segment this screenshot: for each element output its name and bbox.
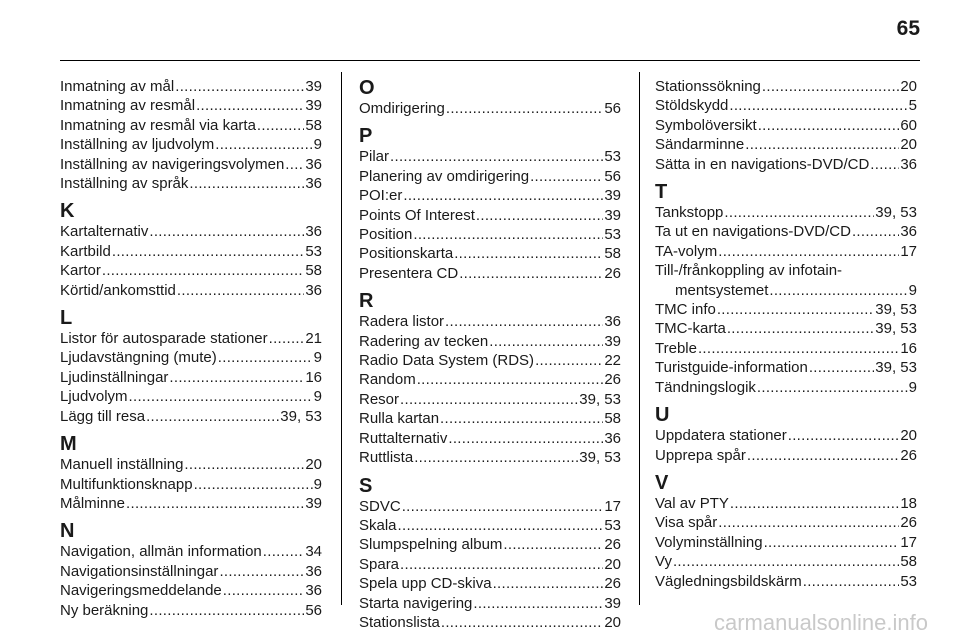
index-entry-term: Resor — [359, 390, 400, 408]
index-entry-page: 36 — [305, 562, 322, 580]
dot-leader — [459, 264, 603, 283]
dot-leader — [196, 96, 304, 115]
index-entry — [655, 552, 917, 571]
index-entry-page: 39 — [305, 78, 322, 95]
index-entry-term: Turistguide-information — [655, 359, 808, 377]
index-entry-page: 9 — [313, 349, 322, 367]
index-entry-term: Navigation, allmän information — [60, 543, 262, 561]
dot-leader — [747, 446, 899, 465]
dot-leader — [146, 407, 279, 426]
index-entry-page: 26 — [900, 446, 917, 464]
index-letter-t: T — [655, 181, 668, 204]
index-letter-r: R — [359, 290, 374, 313]
index-entry-page: 20 — [900, 427, 917, 445]
index-entry — [359, 244, 621, 263]
index-entry-page: 58 — [900, 553, 917, 571]
watermark: carmanualsonline.info — [713, 610, 928, 635]
index-entry — [60, 174, 322, 193]
index-entry — [655, 319, 917, 338]
index-entry-term: SDVC — [359, 497, 401, 515]
dot-leader — [184, 455, 304, 474]
index-entry-term: Points Of Interest — [359, 206, 475, 224]
index-entry — [359, 429, 621, 448]
dot-leader — [809, 358, 874, 377]
dot-leader — [441, 613, 603, 632]
dot-leader — [219, 562, 304, 581]
index-entry-term: Tändningslogik — [655, 378, 756, 396]
index-entry-term: Kartalternativ — [60, 223, 149, 241]
index-entry-term: Random — [359, 371, 416, 389]
index-entry — [359, 497, 621, 516]
index-entry — [60, 329, 322, 348]
index-entry-page: 26 — [604, 371, 621, 389]
index-entry — [60, 455, 322, 474]
index-entry — [655, 135, 917, 154]
dot-leader — [446, 99, 603, 118]
index-entry — [655, 358, 917, 377]
index-entry-page: 9 — [313, 388, 322, 406]
index-entry — [655, 155, 917, 174]
dot-leader — [448, 429, 603, 448]
index-entry-page: 20 — [900, 136, 917, 154]
index-entry — [655, 96, 917, 115]
index-entry-page: 58 — [305, 262, 322, 280]
index-entry — [655, 203, 917, 222]
dot-leader — [403, 186, 603, 205]
dot-leader — [493, 574, 604, 593]
index-entry-page: 56 — [604, 167, 621, 185]
index-entry — [359, 167, 621, 186]
index-entry — [655, 513, 917, 532]
dot-leader — [398, 516, 604, 535]
index-entry-term: Upprepa spår — [655, 446, 746, 464]
header-rule — [60, 60, 920, 61]
index-entry-page: 36 — [305, 155, 322, 173]
index-letter-u: U — [655, 404, 670, 427]
index-entry-page: 36 — [305, 281, 322, 299]
index-entry-page: 17 — [900, 533, 917, 551]
dot-leader — [102, 261, 304, 280]
index-entry-term: Omdirigering — [359, 100, 445, 117]
dot-leader — [413, 225, 603, 244]
index-entry — [359, 409, 621, 428]
dot-leader — [870, 155, 899, 174]
index-entry — [655, 426, 917, 445]
index-entry-page: 53 — [900, 572, 917, 590]
index-entry — [359, 186, 621, 205]
dot-leader — [126, 494, 304, 513]
index-entry-page: 36 — [900, 223, 917, 241]
index-entry — [359, 535, 621, 554]
index-entry-page: 20 — [305, 456, 322, 474]
column-divider-2 — [639, 72, 640, 605]
page-number: 65 — [896, 17, 920, 40]
dot-leader — [440, 409, 603, 428]
dot-leader — [764, 533, 900, 552]
index-entry — [655, 572, 917, 591]
index-entry-page: 53 — [604, 148, 621, 166]
dot-leader — [414, 448, 578, 467]
index-entry — [60, 116, 322, 135]
index-entry — [60, 96, 322, 115]
index-entry-page: 58 — [604, 245, 621, 263]
index-entry — [655, 494, 917, 513]
dot-leader — [149, 601, 304, 620]
index-entry-term: Manuell inställning — [60, 456, 184, 474]
index-entry-term: Visa spår — [655, 514, 718, 532]
index-column-1 — [60, 77, 322, 620]
index-entry-term: Ruttlista — [359, 449, 414, 467]
dot-leader — [263, 542, 305, 561]
dot-leader — [724, 203, 874, 222]
dot-leader — [390, 147, 603, 166]
index-entry — [60, 222, 322, 241]
index-entry-page: 20 — [604, 613, 621, 631]
index-entry — [359, 206, 621, 225]
index-entry-term: Navigationsinställningar — [60, 562, 219, 580]
index-entry — [60, 77, 322, 96]
index-entry-page: 17 — [604, 497, 621, 515]
index-entry-page: 18 — [900, 494, 917, 512]
index-entry-page: 36 — [305, 223, 322, 241]
index-entry-term: Radera listor — [359, 313, 445, 331]
index-letter-o: O — [359, 77, 375, 99]
index-letter-m: M — [60, 433, 77, 456]
dot-leader — [803, 572, 900, 591]
index-entry — [60, 542, 322, 561]
index-letter-l: L — [60, 307, 73, 330]
index-entry — [655, 261, 917, 280]
index-entry-page: 36 — [604, 429, 621, 447]
index-entry-term: TMC-karta — [655, 320, 726, 338]
index-entry-term: Presentera CD — [359, 264, 459, 282]
index-entry — [60, 407, 322, 426]
index-entry — [60, 601, 322, 620]
index-entry — [359, 390, 621, 409]
index-entry — [655, 300, 917, 319]
index-entry-page: 20 — [604, 555, 621, 573]
dot-leader — [788, 426, 900, 445]
index-entry-page: 17 — [900, 242, 917, 260]
index-entry-term: Ny beräkning — [60, 601, 149, 619]
index-entry-term: Pilar — [359, 148, 390, 166]
dot-leader — [758, 116, 900, 135]
index-entry-term: Lägg till resa — [60, 407, 146, 425]
dot-leader — [730, 494, 899, 513]
index-entry-term: Ruttalternativ — [359, 429, 448, 447]
index-entry-term: Vy — [655, 553, 672, 571]
dot-leader — [473, 594, 603, 613]
index-entry-page: 36 — [305, 175, 322, 193]
index-entry-term: Inställning av navigeringsvolymen — [60, 155, 285, 173]
index-entry — [359, 574, 621, 593]
dot-leader — [729, 96, 907, 115]
index-entry-term: Val av PTY — [655, 494, 729, 512]
index-entry-page: 36 — [900, 155, 917, 173]
dot-leader — [417, 370, 604, 389]
dot-leader — [489, 332, 603, 351]
index-entry-term: Positionskarta — [359, 245, 454, 263]
index-entry — [359, 312, 621, 331]
index-entry-page: 53 — [305, 242, 322, 260]
index-entry-term: Rulla kartan — [359, 410, 440, 428]
index-entry-page: 39 — [604, 206, 621, 224]
index-entry — [655, 533, 917, 552]
dot-leader — [223, 581, 305, 600]
index-entry-term: Inmatning av resmål — [60, 97, 196, 115]
index-entry-page: 56 — [305, 601, 322, 619]
index-entry-term: Treble — [655, 339, 697, 357]
dot-leader — [454, 244, 603, 263]
index-entry — [359, 555, 621, 574]
index-entry-term: Listor för autosparade stationer — [60, 330, 268, 348]
index-entry — [60, 562, 322, 581]
dot-leader — [762, 77, 899, 96]
index-entry — [60, 155, 322, 174]
index-entry-page: 39 — [604, 187, 621, 205]
index-letter-n: N — [60, 520, 75, 543]
index-entry-page: 21 — [305, 330, 322, 348]
index-entry-page: 9 — [313, 136, 322, 154]
dot-leader — [769, 281, 907, 300]
index-entry-term: Planering av omdirigering — [359, 167, 530, 185]
index-entry-term: Multifunktionsknapp — [60, 475, 193, 493]
index-entry — [359, 448, 621, 467]
dot-leader — [718, 242, 899, 261]
index-entry-term: Ljudinställningar — [60, 368, 169, 386]
index-entry-term: Stöldskydd — [655, 97, 729, 115]
index-entry-term: Volyminställning — [655, 533, 763, 551]
dot-leader — [189, 174, 304, 193]
index-entry-term: Stationslista — [359, 613, 440, 631]
index-entry-page: 39, 53 — [280, 407, 322, 425]
index-entry-page: 39, 53 — [875, 204, 917, 222]
index-entry-page: 39, 53 — [875, 320, 917, 338]
index-entry — [655, 77, 917, 96]
index-entry-page: 36 — [604, 313, 621, 331]
index-entry-page: 53 — [604, 516, 621, 534]
index-entry — [655, 446, 917, 465]
index-entry-page: 39, 53 — [875, 359, 917, 377]
index-entry — [60, 475, 322, 494]
index-entry — [655, 222, 917, 241]
index-entry-term: POI:er — [359, 187, 403, 205]
dot-leader — [112, 242, 304, 261]
index-entry-page: 9 — [908, 378, 917, 396]
dot-leader — [757, 378, 908, 397]
dot-leader — [530, 167, 603, 186]
dot-leader — [745, 135, 899, 154]
dot-leader — [698, 339, 899, 358]
dot-leader — [400, 390, 578, 409]
index-entry-page: 53 — [604, 226, 621, 244]
index-letter-p: P — [359, 125, 373, 148]
index-entry-page: 39 — [604, 332, 621, 350]
index-entry-term: Symbolöversikt — [655, 116, 757, 134]
index-entry-page: 58 — [305, 116, 322, 134]
index-entry-page: 9 — [313, 475, 322, 493]
index-entry-term: Vägledningsbildskärm — [655, 572, 802, 590]
index-entry-term: Position — [359, 226, 413, 244]
index-entry-page: 58 — [604, 410, 621, 428]
index-entry-term: Kartor — [60, 262, 101, 280]
index-letter-k: K — [60, 200, 75, 223]
index-entry — [655, 242, 917, 261]
dot-leader — [169, 368, 304, 387]
index-entry-page: 26 — [604, 264, 621, 282]
dot-leader — [727, 319, 874, 338]
index-entry-page: 60 — [900, 116, 917, 134]
index-entry-term: Spela upp CD-skiva — [359, 575, 492, 593]
index-entry-term: TMC info — [655, 301, 716, 319]
index-entry — [359, 370, 621, 389]
index-entry-term: Sätta in en navigations-DVD/CD — [655, 155, 870, 173]
index-entry-term: Navigeringsmeddelande — [60, 582, 222, 600]
index-entry-term: Inställning av ljudvolym — [60, 136, 215, 154]
index-entry-page: 39, 53 — [579, 449, 621, 467]
index-entry-term: Starta navigering — [359, 594, 473, 612]
index-entry — [60, 242, 322, 261]
dot-leader — [400, 555, 603, 574]
index-entry-page: 39 — [305, 494, 322, 512]
index-entry — [60, 348, 322, 367]
dot-leader — [285, 155, 304, 174]
index-entry-page: 26 — [900, 514, 917, 532]
dot-leader — [215, 135, 312, 154]
index-entry-term: Uppdatera stationer — [655, 427, 787, 445]
dot-leader — [673, 552, 899, 571]
index-entry — [359, 147, 621, 166]
index-entry — [359, 332, 621, 351]
dot-leader — [269, 329, 305, 348]
dot-leader — [718, 513, 899, 532]
dot-leader — [177, 281, 304, 300]
index-entry-term: Radio Data System (RDS) — [359, 352, 535, 370]
index-entry — [655, 281, 917, 300]
index-entry-page: 16 — [305, 368, 322, 386]
index-entry-term: Inställning av språk — [60, 175, 189, 193]
column-divider-1 — [341, 72, 342, 605]
dot-leader — [535, 351, 603, 370]
index-entry-page: 5 — [908, 97, 917, 115]
index-entry-page: 39 — [305, 97, 322, 115]
index-entry — [655, 378, 917, 397]
dot-leader — [218, 348, 313, 367]
index-entry — [655, 339, 917, 358]
index-entry-term: Kartbild — [60, 242, 111, 260]
index-entry-term: Sändarminne — [655, 136, 745, 154]
dot-leader — [149, 222, 304, 241]
index-entry-page: 26 — [604, 575, 621, 593]
index-entry — [60, 368, 322, 387]
index-entry-page: 34 — [305, 543, 322, 561]
index-entry-page: 26 — [604, 536, 621, 554]
index-entry — [359, 516, 621, 535]
index-entry — [359, 594, 621, 613]
dot-leader — [445, 312, 603, 331]
index-column-3 — [655, 77, 917, 591]
index-entry-page: 56 — [604, 100, 621, 117]
index-entry — [359, 99, 621, 118]
index-entry-page: 22 — [604, 352, 621, 370]
dot-leader — [194, 475, 313, 494]
index-entry-term: TA-volym — [655, 242, 718, 260]
index-entry-term: Inmatning av mål — [60, 78, 175, 95]
index-entry-term: Till-/frånkoppling av infotain- — [655, 262, 843, 280]
index-entry — [359, 264, 621, 283]
index-entry-term: Ta ut en navigations-DVD/CD — [655, 223, 851, 241]
index-entry-page: 20 — [900, 78, 917, 95]
index-entry — [60, 581, 322, 600]
dot-leader — [257, 116, 304, 135]
index-entry-page: 36 — [305, 582, 322, 600]
dot-leader — [129, 387, 313, 406]
index-entry-term: mentsystemet — [675, 281, 769, 299]
dot-leader — [503, 535, 603, 554]
dot-leader — [476, 206, 603, 225]
index-entry — [60, 494, 322, 513]
index-entry-term: Spara — [359, 555, 400, 573]
index-entry — [655, 116, 917, 135]
index-entry-term: Tankstopp — [655, 204, 724, 222]
dot-leader — [717, 300, 874, 319]
dot-leader — [852, 222, 899, 241]
index-entry-term: Målminne — [60, 494, 126, 512]
index-entry-term: Skala — [359, 516, 397, 534]
index-entry — [60, 135, 322, 154]
index-entry — [60, 281, 322, 300]
index-letter-s: S — [359, 474, 373, 497]
index-entry-term: Stationssökning — [655, 78, 761, 95]
index-entry-term: Körtid/ankomsttid — [60, 281, 176, 299]
index-entry-term: Inmatning av resmål via karta — [60, 116, 256, 134]
index-entry — [60, 261, 322, 280]
index-entry-page: 16 — [900, 339, 917, 357]
index-entry-page: 39, 53 — [579, 390, 621, 408]
index-entry-page: 39, 53 — [875, 301, 917, 319]
index-entry — [60, 387, 322, 406]
index-entry-page: 9 — [908, 281, 917, 299]
dot-leader — [175, 77, 304, 96]
index-entry — [359, 351, 621, 370]
index-entry — [359, 225, 621, 244]
index-entry-term: Radering av tecken — [359, 332, 489, 350]
index-entry-page: 39 — [604, 594, 621, 612]
index-entry-term: Ljudvolym — [60, 388, 128, 406]
index-entry-term: Ljudavstängning (mute) — [60, 349, 217, 367]
index-entry-term: Slumpspelning album — [359, 536, 503, 554]
index-column-2 — [359, 77, 621, 632]
dot-leader — [402, 497, 604, 516]
index-entry — [359, 613, 621, 632]
index-letter-v: V — [655, 471, 669, 494]
